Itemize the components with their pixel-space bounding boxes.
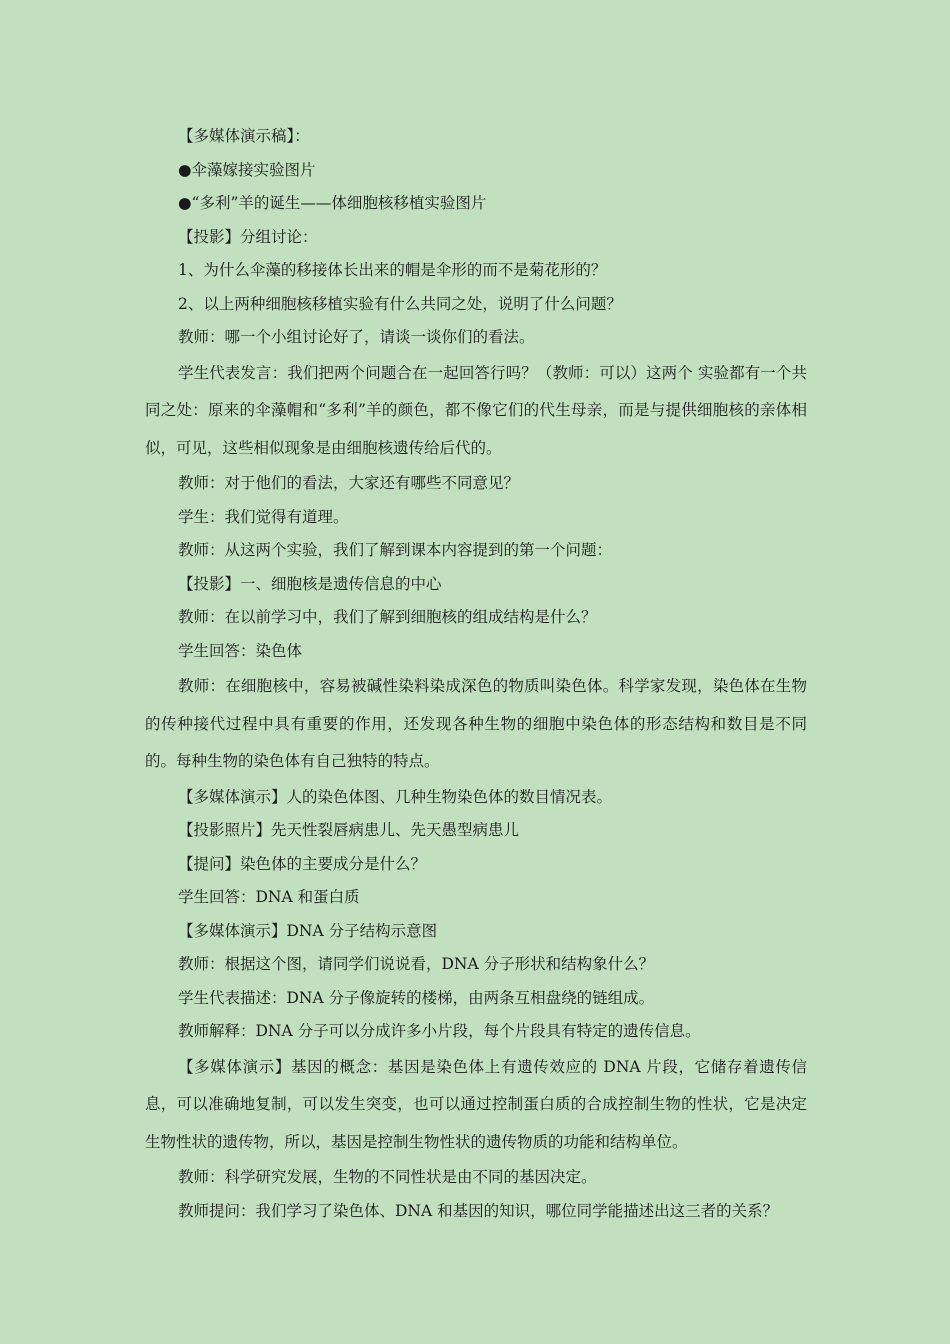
bullet-item: ●伞藻嫁接实验图片: [178, 160, 316, 179]
bullet-item: ●“多利”羊的诞生——体细胞核移植实验图片: [178, 194, 487, 212]
gene-concept-paragraph: 【多媒体演示】基因的概念：基因是染色体上有遗传效应的 DNA 片段，它储存着遗传信息，可以准确地复制，可以发生突变，也可以通过控制蛋白质的合成控制生物的性状，它是决定生物性状的遗传物，所以，基因是控制生物性状的遗传物质的功能和结构单位。: [145, 1057, 807, 1151]
projection-note: 【投影照片】先天性裂唇病患儿、先天愚型病患儿: [178, 821, 520, 839]
multimedia-note: 【多媒体演示】人的染色体图、几种生物染色体的数目情况表。: [178, 787, 613, 806]
question-note: 【提问】染色体的主要成分是什么？: [178, 854, 427, 873]
dialogue-line: 教师：在以前学习中，我们了解到细胞核的组成结构是什么？: [178, 608, 597, 626]
document-body: [145, 120, 807, 1228]
dialogue-paragraph: 教师：在细胞核中，容易被碱性染料染成深色的物质叫染色体。科学家发现，染色体在生物的传种接代过程中具有重要的作用，还发现各种生物的细胞中染色体的形态结构和数目是不同的。每种生物的染色体有自己独特的特点。: [145, 677, 807, 770]
dialogue-line: 教师：对于他们的看法，大家还有哪些不同意见？: [178, 474, 520, 492]
dialogue-line: 教师提问：我们学习了染色体、DNA 和基因的知识，哪位同学能描述出这三者的关系？: [178, 1201, 779, 1220]
dialogue-line: 教师：根据这个图，请同学们说说看，DNA 分子形状和结构象什么？: [178, 955, 655, 973]
dialogue-line: 学生代表描述：DNA 分子像旋转的楼梯，由两条互相盘绕的链组成。: [178, 988, 655, 1007]
multimedia-note: 【多媒体演示】DNA 分子结构示意图: [178, 921, 438, 940]
dialogue-line: 学生回答：染色体: [178, 641, 303, 660]
dialogue-line: 教师解释：DNA 分子可以分成许多小片段，每个片段具有特定的遗传信息。: [178, 1022, 701, 1040]
heading-projection-discussion: 【投影】分组讨论：: [178, 227, 318, 246]
dialogue-line: 教师：从这两个实验，我们了解到课本内容提到的第一个问题：: [178, 541, 613, 559]
section-heading: 【投影】一、细胞核是遗传信息的中心: [178, 574, 442, 593]
question-item: 1、为什么伞藻的移接体长出来的帽是伞形的而不是菊花形的？: [178, 261, 607, 279]
dialogue-line: 学生：我们觉得有道理。: [178, 507, 349, 526]
dialogue-line: 学生回答：DNA 和蛋白质: [178, 888, 360, 906]
dialogue-line: 教师：科学研究发展，生物的不同性状是由不同的基因决定。: [178, 1168, 597, 1186]
heading-multimedia-slides: 【多媒体演示稿】：: [178, 127, 310, 145]
question-item: 2、以上两种细胞核移植实验有什么共同之处，说明了什么问题？: [178, 294, 622, 313]
dialogue-paragraph: 学生代表发言：我们把两个问题合在一起回答行吗？（教师：可以）这两个 实验都有一个共同之处：原来的伞藻帽和“多利”羊的颜色，都不像它们的代生母亲，而是与提供细胞核的亲体相似，可见，这些相似现象是由细胞核遗传给后代的。: [145, 363, 807, 457]
dialogue-line: 教师：哪一个小组讨论好了，请谈一谈你们的看法。: [178, 328, 535, 346]
